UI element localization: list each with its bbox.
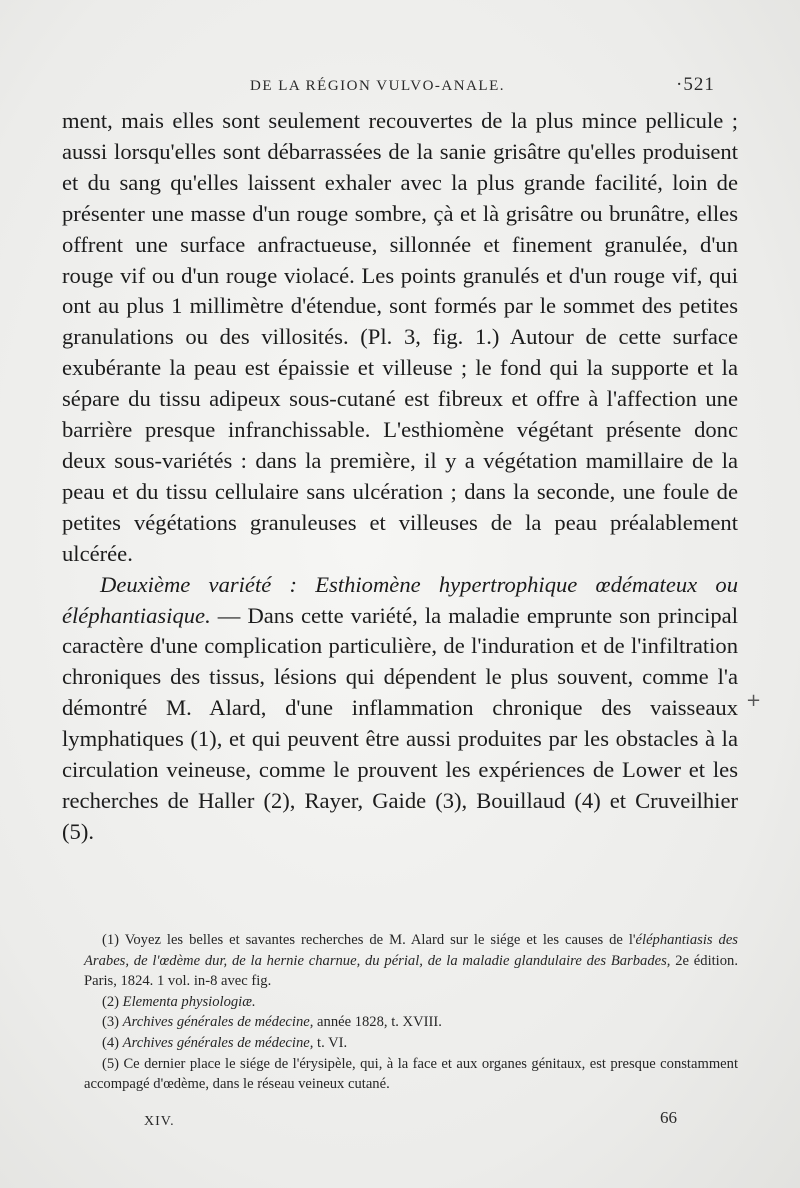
footnote-4-rest: t. VI. — [313, 1034, 348, 1051]
signature-mark: XIV. — [144, 1114, 175, 1129]
running-head: DE LA RÉGION VULVO-ANALE. — [250, 78, 505, 94]
page-number: ·521 — [676, 74, 715, 95]
paragraph-2-text: — Dans cette variété, la maladie emprunte son principal caractère d'une complication particulière, de l'induration et de l'infiltration chroniques des tissus, lésions qui dépendent le plus souvent, comme l'a démontré M. Alard, d'une inflammation chronique des vaisseaux lymphatiques (1), et qui peuvent être aussi produites par les obstacles à la circulation veineuse, comme le prouvent les expériences de Lower et les recherches de Haller (2), Rayer, Gaide (3), Bouillaud (4) et Cruveilhier (5). — [62, 602, 738, 844]
footnote-1-tail: 2e édition. Paris, 1824. 1 vol. in-8 avec fig. — [84, 952, 738, 990]
footnote-3-number: (3) — [102, 1014, 123, 1031]
footnote-1-lead: (1) Voyez les belles et savantes recherches de M. Alard sur le siége et les causes de l' — [102, 932, 636, 948]
folio-number: 66 — [660, 1108, 677, 1127]
footnote-1 — [84, 930, 738, 992]
footnote-4-text: Archives générales de médecine, — [122, 1034, 314, 1051]
paragraph-2-heading: Deuxième variété : Esthiomène hypertrophique œdémateux ou éléphantiasique. — [62, 571, 738, 628]
footnote-2 — [84, 992, 738, 1013]
footnote-1-italic: éléphantiasis des Arabes, de l'œdème dur, de la hernie charnue, du périal, de la maladie glandulaire des Barbades, — [84, 932, 738, 969]
footnote-3-text: Archives générales de médecine, — [122, 1014, 314, 1031]
footnote-2-number: (2) — [102, 993, 123, 1010]
main-text — [62, 106, 738, 848]
footnote-2-text: Elementa physiologiæ. — [122, 993, 256, 1010]
paragraph-1: ment, mais elles sont seulement recouvertes de la plus mince pellicule ; aussi lorsqu'elles sont débarrassées de la sanie grisâtre qu'elles produisent et du sang qu'elles laissent exhaler avec la plus grande facilité, loin de présenter une masse d'un rouge sombre, çà et là grisâtre ou brunâtre, elles offrent une surface anfractueuse, sillonnée et finement granulée, d'un rouge vif ou d'un rouge violacé. Les points granulés et d'un rouge vif, qui ont au plus 1 millimètre d'étendue, sont formés par le sommet des petites granulations ou des villosités. (Pl. 3, fig. 1.) Autour de cette surface exubérante la peau est épaissie et villeuse ; le fond qui la supporte et la sépare du tissu adipeux sous-cutané est fibreux et offre à l'affection une barrière presque infranchissable. L'esthiomène végétant présente donc deux sous-variétés : dans la première, il y a végétation mamillaire de la peau et du tissu cellulaire sans ulcération ; dans la seconde, une foule de petites végétations granuleuses et villeuses de la peau préalablement ulcérée. — [62, 108, 738, 566]
footnote-4-number: (4) — [102, 1034, 123, 1051]
footnote-4 — [84, 1033, 738, 1054]
footnote-5: (5) Ce dernier place le siége de l'érysipèle, qui, à la face et aux organes génitaux, est presque constamment accompagé d'œdème, dans le réseau veineux cutané. — [84, 1055, 738, 1093]
paragraph-2 — [62, 570, 738, 848]
footnote-3 — [84, 1012, 738, 1033]
margin-cross-mark: + — [746, 690, 762, 711]
footnotes — [84, 930, 738, 1095]
footnote-3-rest: année 1828, t. XVIII. — [313, 1014, 442, 1031]
